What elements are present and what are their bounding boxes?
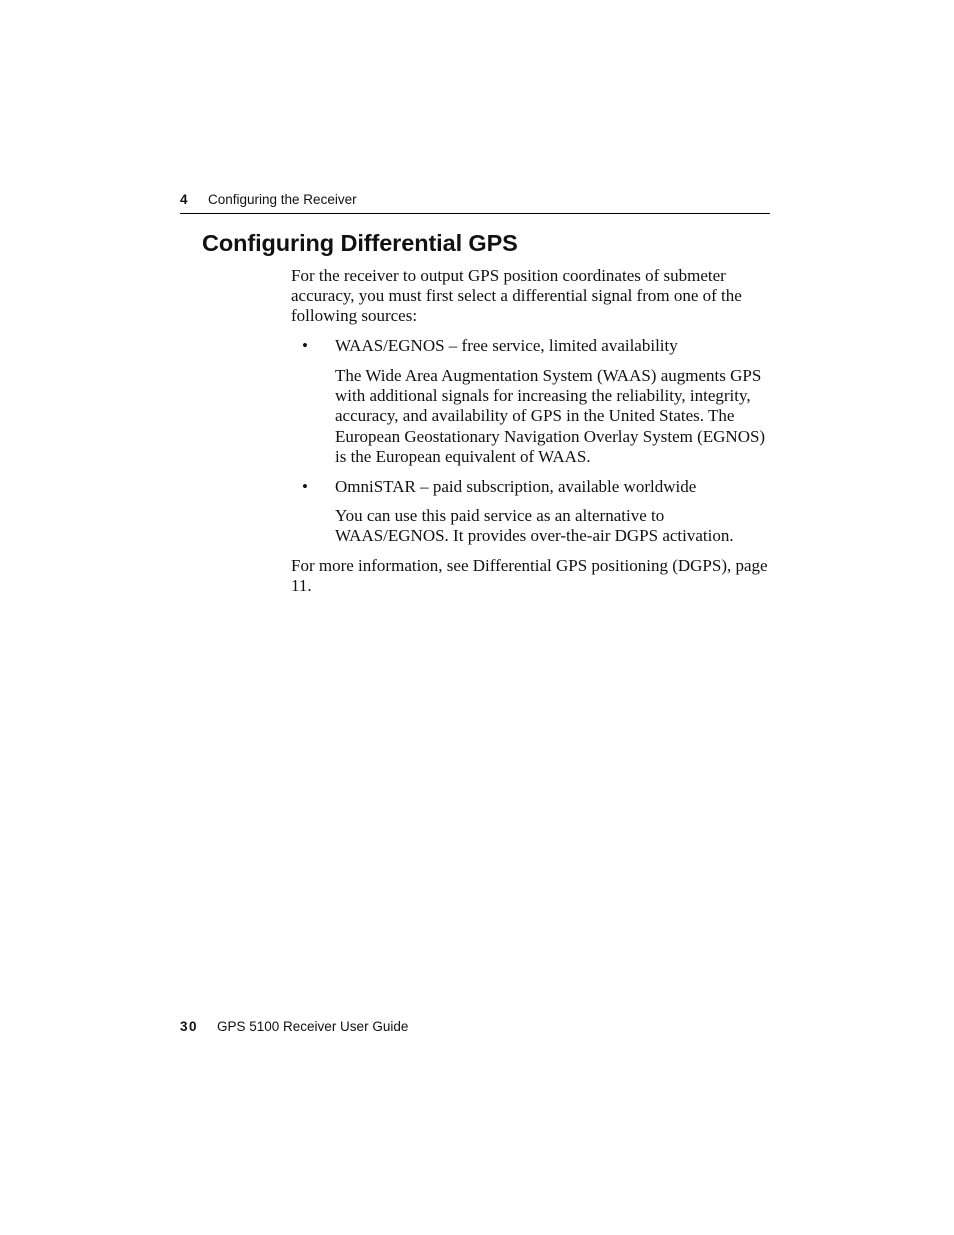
bullet-marker: •	[302, 336, 308, 355]
section-heading: Configuring Differential GPS	[202, 230, 518, 256]
list-item-label: WAAS/EGNOS – free service, limited availability	[335, 336, 678, 355]
bullet-marker: •	[302, 477, 308, 496]
more-info-paragraph: For more information, see Differential GPS positioning (DGPS), page 11.	[291, 556, 768, 596]
guide-title: GPS 5100 Receiver User Guide	[217, 1019, 409, 1034]
chapter-title: Configuring the Receiver	[208, 192, 357, 207]
page-number: 30	[180, 1019, 199, 1034]
list-item-description: You can use this paid service as an alternative to WAAS/EGNOS. It provides over-the-air DGPS activation.	[335, 506, 734, 546]
list-item-label: OmniSTAR – paid subscription, available worldwide	[335, 477, 697, 496]
intro-paragraph: For the receiver to output GPS position coordinates of submeter accuracy, you must first select a differential signal from one of the following sources:	[291, 266, 742, 326]
running-header	[180, 192, 770, 214]
chapter-number: 4	[180, 192, 188, 207]
list-item-description: The Wide Area Augmentation System (WAAS) augments GPS with additional signals for increasing the reliability, integrity, accuracy, and availability of GPS in the United States. The European Geostationary Navigation Overlay System (EGNOS) is the European equivalent of WAAS.	[335, 366, 766, 466]
